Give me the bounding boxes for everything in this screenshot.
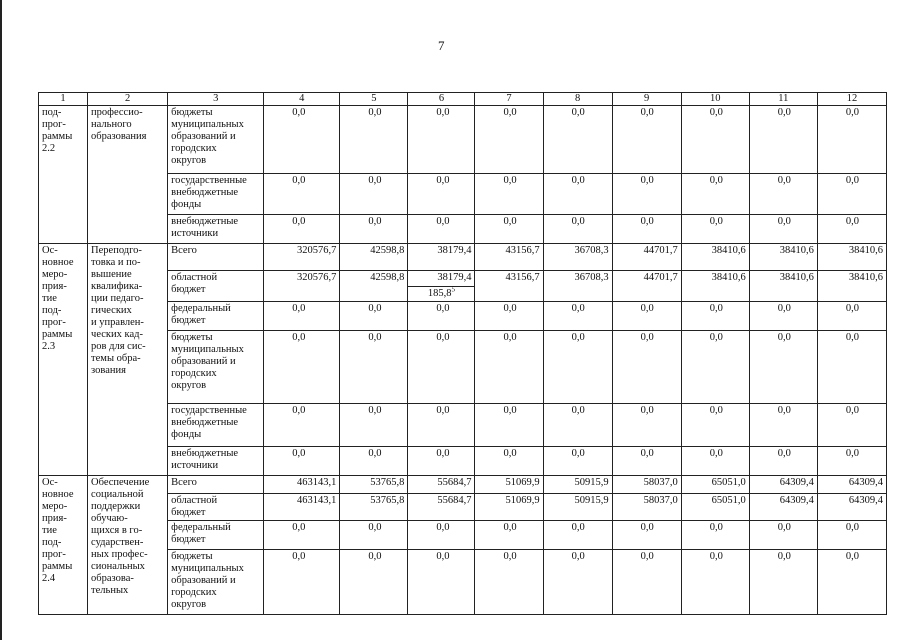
amount-cell: 0,0 [749, 331, 817, 404]
amount-cell: 0,0 [264, 174, 340, 215]
amount-cell: 463143,1 [264, 476, 340, 494]
amount-cell: 0,0 [475, 215, 543, 244]
amount-cell: 58037,0 [612, 476, 681, 494]
column-header: 7 [475, 93, 543, 106]
funding-source-cell: Всего [168, 244, 264, 271]
amount-cell: 51069,9 [475, 494, 543, 521]
amount-cell: 64309,4 [749, 476, 817, 494]
amount-cell: 64309,4 [749, 494, 817, 521]
amount-cell: 0,0 [817, 174, 886, 215]
amount-cell: 0,0 [543, 447, 612, 476]
amount-cell: 42598,8 [340, 271, 408, 302]
funding-source-cell: государственные внебюджетные фонды [168, 174, 264, 215]
amount-cell: 0,0 [612, 174, 681, 215]
table-row [39, 244, 887, 271]
column-header: 6 [408, 93, 475, 106]
amount-cell: 0,0 [475, 404, 543, 447]
amount-cell: 0,0 [408, 447, 475, 476]
amount-cell: 0,0 [475, 106, 543, 174]
amount-cell: 42598,8 [340, 244, 408, 271]
amount-cell: 38410,6 [749, 244, 817, 271]
column-header: 11 [749, 93, 817, 106]
amount-cell: 0,0 [264, 447, 340, 476]
amount-cell: 38410,6 [817, 244, 886, 271]
amount-cell: 0,0 [543, 106, 612, 174]
amount-cell: 0,0 [681, 106, 749, 174]
column-header: 1 [39, 93, 88, 106]
activity-cell: профессио- нального образования [88, 106, 168, 244]
amount-cell: 53765,8 [340, 476, 408, 494]
amount-cell: 0,0 [264, 404, 340, 447]
amount-cell: 0,0 [681, 331, 749, 404]
program-cell: Ос- новное меро- прия- тие под- прог- раммы 2.3 [39, 244, 88, 476]
page-left-edge [0, 0, 2, 640]
amount-cell: 0,0 [681, 404, 749, 447]
amount-cell: 0,0 [817, 215, 886, 244]
amount-cell: 0,0 [408, 215, 475, 244]
amount-cell: 0,0 [264, 106, 340, 174]
amount-cell: 0,0 [475, 521, 543, 550]
amount-cell: 0,0 [612, 447, 681, 476]
funding-source-cell: внебюджетные источники [168, 447, 264, 476]
amount-cell: 0,0 [340, 106, 408, 174]
amount-cell: 320576,7 [264, 271, 340, 302]
amount-cell: 0,0 [681, 521, 749, 550]
amount-cell: 38410,6 [749, 271, 817, 302]
amount-cell: 0,0 [749, 521, 817, 550]
footnote-amount-cell [408, 287, 475, 302]
amount-cell: 0,0 [612, 106, 681, 174]
amount-cell: 43156,7 [475, 244, 543, 271]
amount-cell: 0,0 [817, 447, 886, 476]
amount-cell: 43156,7 [475, 271, 543, 302]
amount-cell: 0,0 [408, 331, 475, 404]
amount-cell: 0,0 [749, 302, 817, 331]
amount-cell: 0,0 [408, 521, 475, 550]
amount-cell: 0,0 [681, 550, 749, 615]
amount-cell: 0,0 [264, 215, 340, 244]
amount-cell: 0,0 [340, 521, 408, 550]
amount-cell: 0,0 [612, 404, 681, 447]
amount-cell: 0,0 [408, 404, 475, 447]
amount-cell: 0,0 [264, 521, 340, 550]
funding-source-cell: федеральный бюджет [168, 302, 264, 331]
amount-cell: 38179,4 [408, 244, 475, 271]
amount-cell: 0,0 [749, 215, 817, 244]
amount-cell: 0,0 [543, 215, 612, 244]
amount-cell: 0,0 [475, 550, 543, 615]
amount-cell: 51069,9 [475, 476, 543, 494]
amount-cell: 0,0 [543, 521, 612, 550]
funding-source-cell: Всего [168, 476, 264, 494]
amount-cell: 0,0 [264, 550, 340, 615]
amount-cell: 0,0 [681, 302, 749, 331]
amount-cell: 50915,9 [543, 476, 612, 494]
amount-cell: 38410,6 [681, 271, 749, 302]
amount-cell: 0,0 [408, 550, 475, 615]
funding-source-cell: бюджеты муниципальных образований и городских округов [168, 550, 264, 615]
amount-cell: 65051,0 [681, 494, 749, 521]
amount-cell: 38410,6 [817, 271, 886, 302]
amount-cell: 0,0 [340, 331, 408, 404]
amount-cell: 0,0 [817, 550, 886, 615]
amount-cell: 64309,4 [817, 476, 886, 494]
amount-cell: 0,0 [817, 521, 886, 550]
funding-source-cell: бюджеты муниципальных образований и городских округов [168, 106, 264, 174]
column-header: 2 [88, 93, 168, 106]
amount-cell: 0,0 [612, 331, 681, 404]
column-header: 12 [817, 93, 886, 106]
column-header: 9 [612, 93, 681, 106]
amount-cell: 0,0 [749, 447, 817, 476]
amount-cell: 0,0 [340, 550, 408, 615]
amount-cell: 65051,0 [681, 476, 749, 494]
amount-cell: 0,0 [543, 174, 612, 215]
amount-cell: 0,0 [408, 174, 475, 215]
amount-cell: 0,0 [612, 302, 681, 331]
amount-cell: 0,0 [264, 331, 340, 404]
column-header: 10 [681, 93, 749, 106]
activity-cell: Обеспечение социальной поддержки обучаю- щихся в го- сударствен- ных профес- сиональных образова- тельных [88, 476, 168, 615]
amount-cell: 0,0 [612, 521, 681, 550]
funding-table [38, 92, 887, 615]
amount-cell: 0,0 [408, 106, 475, 174]
amount-cell: 36708,3 [543, 271, 612, 302]
amount-cell: 0,0 [543, 550, 612, 615]
amount-cell: 0,0 [681, 174, 749, 215]
amount-cell: 0,0 [340, 404, 408, 447]
column-header: 8 [543, 93, 612, 106]
amount-cell: 0,0 [612, 550, 681, 615]
amount-cell: 38179,4 [408, 271, 475, 287]
amount-cell: 0,0 [340, 174, 408, 215]
amount-cell: 0,0 [543, 404, 612, 447]
funding-source-cell: внебюджетные источники [168, 215, 264, 244]
amount-cell: 50915,9 [543, 494, 612, 521]
amount-cell: 36708,3 [543, 244, 612, 271]
table-row [39, 476, 887, 494]
amount-cell: 0,0 [340, 302, 408, 331]
funding-source-cell: федеральный бюджет [168, 521, 264, 550]
amount-cell: 0,0 [340, 215, 408, 244]
page-number: 7 [438, 38, 445, 53]
amount-cell: 44701,7 [612, 271, 681, 302]
activity-cell: Переподго- товка и по- вышение квалифика- ции педаго- гических и управлен- ческих кад- ров для сис- темы обра- зования [88, 244, 168, 476]
amount-cell: 55684,7 [408, 494, 475, 521]
funding-source-cell: областной бюджет [168, 271, 264, 302]
amount-cell: 0,0 [475, 331, 543, 404]
amount-cell: 0,0 [817, 106, 886, 174]
amount-cell: 0,0 [340, 447, 408, 476]
amount-cell: 0,0 [749, 106, 817, 174]
amount-cell: 0,0 [264, 302, 340, 331]
header-row [39, 93, 887, 106]
program-cell: Ос- новное меро- прия- тие под- прог- раммы 2.4 [39, 476, 88, 615]
amount-cell: 0,0 [543, 331, 612, 404]
column-header: 3 [168, 93, 264, 106]
funding-source-cell: бюджеты муниципальных образований и городских округов [168, 331, 264, 404]
amount-cell: 0,0 [749, 550, 817, 615]
program-cell: под- прог- раммы 2.2 [39, 106, 88, 244]
amount-cell: 0,0 [817, 302, 886, 331]
amount-cell: 0,0 [817, 331, 886, 404]
funding-source-cell: областной бюджет [168, 494, 264, 521]
funding-source-cell: государственные внебюджетные фонды [168, 404, 264, 447]
amount-cell: 0,0 [749, 174, 817, 215]
amount-cell: 0,0 [817, 404, 886, 447]
column-header: 5 [340, 93, 408, 106]
amount-cell: 0,0 [681, 215, 749, 244]
amount-cell: 0,0 [475, 302, 543, 331]
amount-cell: 0,0 [681, 447, 749, 476]
column-header: 4 [264, 93, 340, 106]
amount-cell: 38410,6 [681, 244, 749, 271]
amount-cell: 0,0 [612, 215, 681, 244]
amount-cell: 53765,8 [340, 494, 408, 521]
amount-cell: 0,0 [749, 404, 817, 447]
amount-cell: 0,0 [475, 174, 543, 215]
amount-cell: 55684,7 [408, 476, 475, 494]
amount-cell: 64309,4 [817, 494, 886, 521]
amount-cell: 58037,0 [612, 494, 681, 521]
amount-cell: 0,0 [543, 302, 612, 331]
amount-cell: 320576,7 [264, 244, 340, 271]
table-row [39, 106, 887, 174]
amount-cell: 44701,7 [612, 244, 681, 271]
footnote-value: 185,8 [427, 288, 452, 299]
amount-cell: 463143,1 [264, 494, 340, 521]
footnote-mark: 5 [451, 285, 455, 294]
amount-cell: 0,0 [408, 302, 475, 331]
amount-cell: 0,0 [475, 447, 543, 476]
